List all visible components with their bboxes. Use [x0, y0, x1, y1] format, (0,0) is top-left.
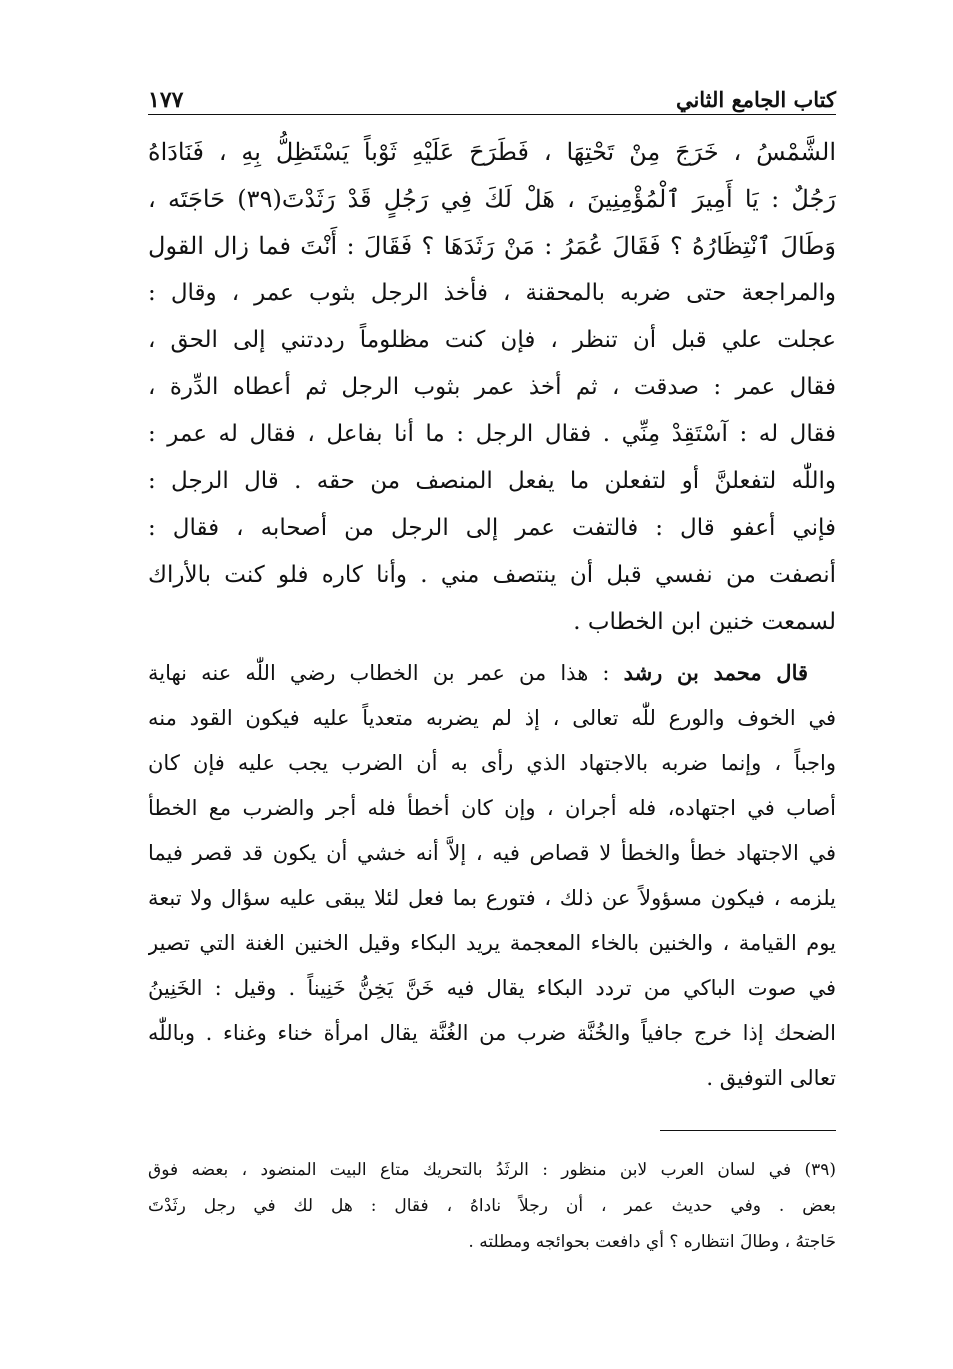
text-line: واجباً ، وإنما ضربه بالاجتهاد الذي رأى به أن الضرب يجب عليه فإن كان — [148, 751, 836, 775]
footnote-line: (٣٩) في لسان العرب لابن منظور : الرثَدُ بالتحريك متاع البيت المنضود ، بعضه فوق — [148, 1160, 836, 1180]
text-line: أنصفت من نفسي قبل أن ينتصف مني . وأنا كاره فلو كنت بالأراك — [148, 562, 836, 588]
book-title: كتاب الجامع الثاني — [675, 87, 836, 112]
text-line: عجلت علي قبل أن تنظر ، فإن كنت مظلوماً رددتني إلى الحق ، — [148, 327, 836, 353]
footnote-separator — [660, 1130, 836, 1131]
footnote-line: حَاجتهُ ، وطالَ انتظاره ؟ أي دافعت بحوائجه ومطلته . — [468, 1232, 836, 1252]
text-line: لسمعت خنين ابن الخطاب . — [573, 609, 836, 635]
text-line: يوم القيامة ، والخنين بالخاء المعجمة يريد البكاء وقيل الخنين الغنة التي تصير — [148, 931, 836, 955]
text-line: وَطَالَ ٱنْتِظَارُهُ ؟ فَقَالَ عُمَرُ : مَنْ رَثَدَهَا ؟ فَقَالَ : أَنْتَ فما زال القول — [148, 232, 836, 260]
narrative-paragraph — [148, 129, 836, 646]
footnotes — [148, 1152, 836, 1260]
running-header — [148, 80, 836, 115]
text-line: واللّٰه لتفعلنَّ أو لتفعلن ما يفعل المنصف من حقه . قال الرجل : — [148, 468, 836, 494]
text-line: والمراجعة حتى ضربه بالمحقنة ، فأخذ الرجل بثوب عمر ، وقال : — [148, 280, 836, 306]
text-line: في صوت الباكي من تردد البكاء يقال فيه خَنَّ يَخِنُّ خَنِيناً . وقيل : الخَنِينُ — [148, 976, 836, 1000]
text-line: تعالى التوفيق . — [706, 1066, 836, 1090]
commentary-first-line-text: : هذا من عمر بن الخطاب رضي اللّٰه عنه نهاية — [148, 661, 610, 685]
page-number: ١٧٧ — [148, 87, 184, 113]
text-line: الضحك إذا خرج جافياً والخُنَّة ضرب من الغُنَّة يقال امرأة خناء وغناء . وباللّٰه — [148, 1021, 836, 1045]
commentary-first-line — [148, 650, 836, 696]
text-line: فقال له : آسْتَقِدْ مِنِّي . فقال الرجل : ما أنا بفاعل ، فقال له عمر : — [148, 421, 836, 447]
commentary-paragraph — [148, 650, 836, 1101]
text-line: في الخوف والورع للّٰه تعالى ، إذ لم يضربه متعدياً عليه فيكون القود منه — [148, 706, 836, 730]
text-line: رَجُلٌ : يَا أَمِيرَ ٱلْمُؤْمِنِينَ ، هَلْ لَكَ فِي رَجُلٍ قَدْ رَثَدْتَ(٣٩) حَاجَتَه ، — [148, 185, 836, 213]
book-page — [148, 80, 836, 1252]
text-line: أصاب في اجتهاده، فله أجران ، وإن كان أخطأ فله أجر والضرب مع الخطأ — [148, 796, 836, 820]
text-line: فإني أعفو قال : فالتفت عمر إلى الرجل من أصحابه ، فقال : — [148, 515, 836, 541]
text-line: فقال عمر : صدقت ، ثم أخذ عمر بثوب الرجل ثم أعطاه الدِّرة ، — [148, 374, 836, 400]
text-line: يلزمه ، فيكون مسؤولاً عن ذلك ، فتورع بما فعل لئلا يبقى عليه سؤال ولا تبعة — [148, 886, 836, 910]
text-line: في الاجتهاد خطأ والخطأ لا قصاص فيه ، إلاَّ أنه خشي أن يكون قد قصر فيما — [148, 841, 836, 865]
commentary-speaker: قال محمد بن رشد — [623, 660, 809, 685]
footnote-line: بعض . وفي حديث عمر ، أن رجلاً ناداهُ ، فقال : هل لك في رجل رثَدْتَ — [148, 1196, 836, 1216]
text-line: الشَّمْسُ ، خَرَجَ مِنْ تَحْتِهَا ، فَطَرَحَ عَلَيْهِ ثَوْباً يَسْتَظِلُّ بِهِ ، فَنَادَاهُ — [148, 138, 836, 166]
